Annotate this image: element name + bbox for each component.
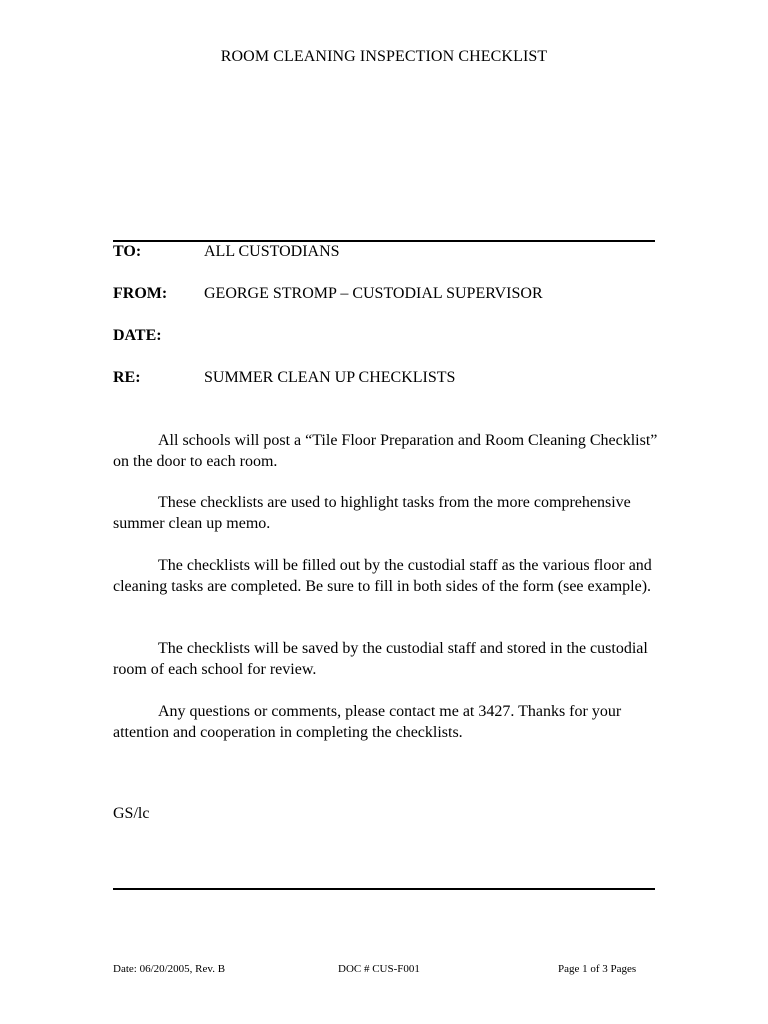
date-label: DATE: (113, 327, 162, 344)
paragraph-5-text: Any questions or comments, please contact me at 3427. Thanks for your attention and cooperation in completing the checklists. (113, 703, 622, 741)
paragraph-5 (113, 701, 673, 743)
footer-date: Date: 06/20/2005, Rev. B (113, 963, 226, 975)
paragraph-4 (113, 638, 673, 680)
paragraph-1 (113, 430, 673, 472)
top-divider (113, 240, 655, 242)
author-initials: GS/lc (113, 805, 150, 822)
footer-page-count: Page 1 of 3 Pages (558, 963, 637, 975)
from-label: FROM: (113, 285, 168, 302)
bottom-divider (113, 888, 655, 890)
paragraph-3-text: The checklists will be filled out by the custodial staff as the various floor and cleaning tasks are completed. Be sure to fill in both sides of the form (see example). (113, 557, 652, 595)
paragraph-2 (113, 492, 673, 534)
from-value: GEORGE STROMP – CUSTODIAL SUPERVISOR (204, 285, 543, 302)
footer-doc-number: DOC # CUS-F001 (338, 963, 420, 975)
document-title: ROOM CLEANING INSPECTION CHECKLIST (220, 48, 548, 65)
to-label: TO: (113, 243, 142, 260)
re-label: RE: (113, 369, 141, 386)
paragraph-3 (113, 555, 673, 597)
paragraph-4-text: The checklists will be saved by the custodial staff and stored in the custodial room of each school for review. (113, 640, 648, 678)
to-value: ALL CUSTODIANS (204, 243, 340, 260)
paragraph-1-text: All schools will post a “Tile Floor Preparation and Room Cleaning Checklist” on the door to each room. (113, 432, 658, 470)
re-value: SUMMER CLEAN UP CHECKLISTS (204, 369, 456, 386)
paragraph-2-text: These checklists are used to highlight tasks from the more comprehensive summer clean up memo. (113, 494, 631, 532)
